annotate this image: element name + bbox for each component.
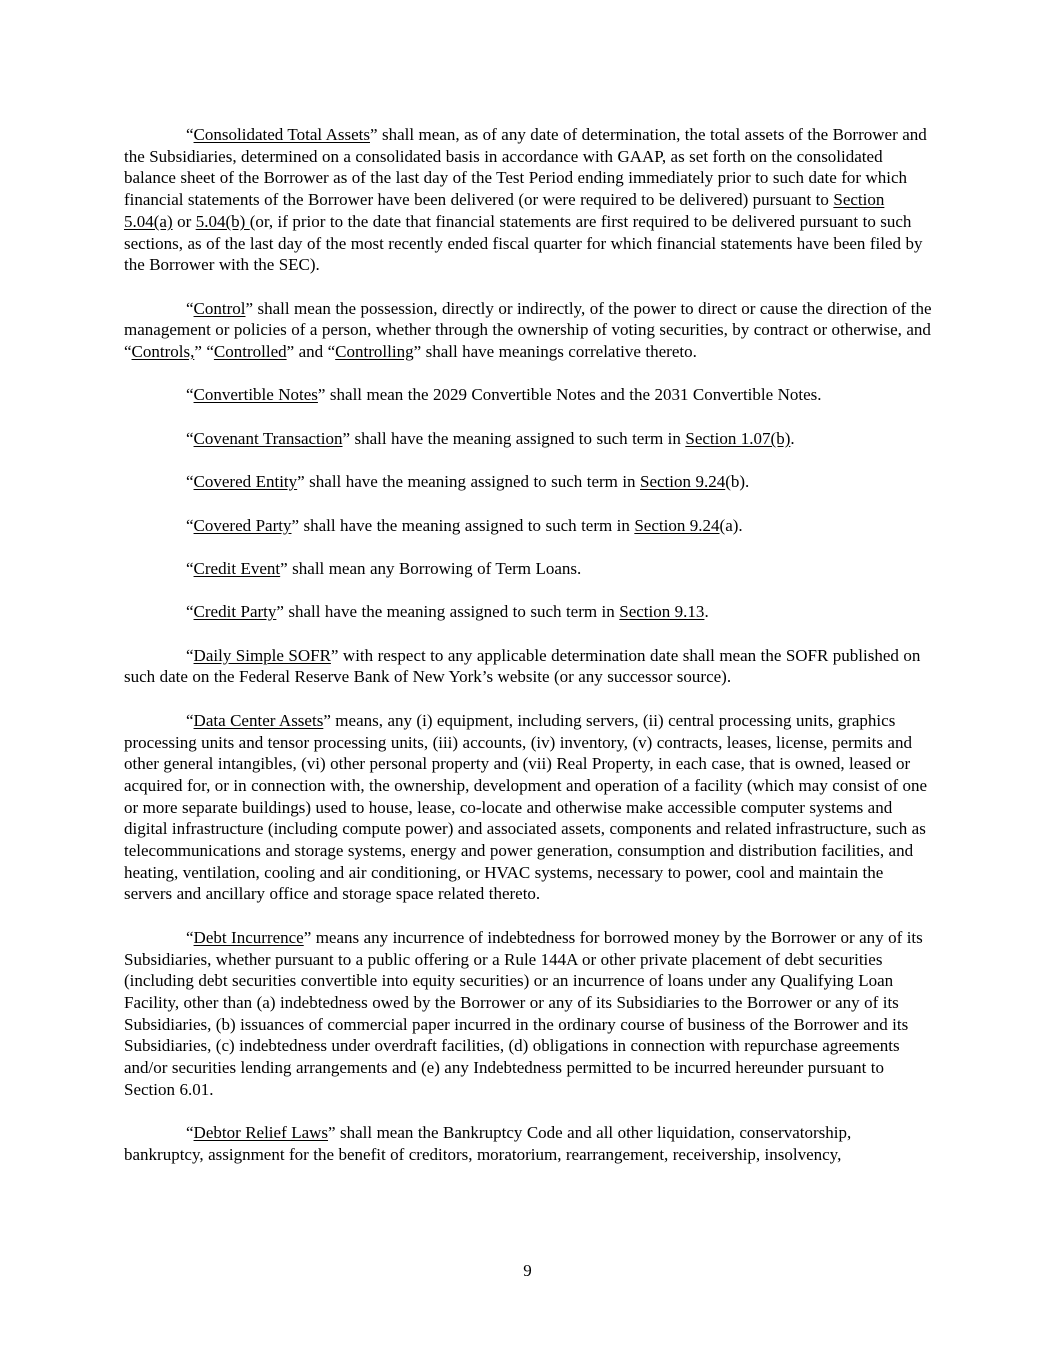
text-run: “ [186,927,194,947]
defined-term-underlined: Data Center Assets [193,710,324,730]
defined-term-underlined: Debt Incurrence [193,927,304,947]
text-run: ” shall have meanings correlative thereto. [413,342,697,362]
text-run: ” shall mean any Borrowing of Term Loans. [280,558,582,578]
defined-term-underlined: Credit Event [193,558,281,578]
text-run: ” means any incurrence of indebtedness for borrowed money by the Borrower or any of its Subsidiaries, whether pursuant to a public offering or a Rule 144A or other private placement of debt securities (including debt securities convertible into equity securities) or an incurrence of loans under any Qualifying Loan Facility, other than (a) indebtedness owed by the Borrower or any of its Subsidiaries to the Borrower or any of its Subsidiaries, (b) issuances of commercial paper incurred in the ordinary course of business of the Borrower and its Subsidiaries, (c) indebtedness under overdraft facilities, (d) obligations in connection with repurchase agreements and/or securities lending arrangements and (e) any Indebtedness permitted to be incurred hereunder pursuant to Section 6.01. [124,927,923,1099]
defined-term-underlined: Section 9.24 [640,472,726,492]
text-run: ” shall mean, as of any date of determination, the total assets of the Borrower and the Subsidiaries, determined on a consolidated basis in accordance with GAAP, as set forth on the consolidated balance sheet of the Borrower as of the last day of the Test Period ending immediately prior to such date for which financial statements of the Borrower have been delivered (or were required to be delivered) pursuant to [124,125,927,210]
paragraph [124,471,932,493]
paragraph [124,428,932,450]
paragraph [124,384,932,406]
text-run: “ [186,125,194,144]
page-number: 9 [523,1261,532,1280]
defined-term-underlined: Section 9.24 [634,515,720,535]
defined-term-underlined: Controlling [335,342,414,362]
text-run: “ [186,645,194,665]
text-run: “ [186,710,194,730]
text-run: “ [186,602,194,622]
text-run: (a). [719,515,743,535]
defined-term-underlined: Section 5.04(a) [124,190,885,231]
text-run: . [790,428,795,448]
text-run: ” “ [194,342,214,362]
paragraph [124,1122,932,1165]
defined-term-underlined: Section 9.13 [619,602,705,622]
text-run: ” means, any (i) equipment, including servers, (ii) central processing units, graphics processing units and tensor processing units, (iii) accounts, (iv) inventory, (v) contracts, leases, license, permits and other general intangibles, (vi) other personal property and (vii) Real Property, in each case, that is owned, leased or acquired for, or in connection with, the ownership, development and operation of a facility (which may consist of one or more separate buildings) used to house, lease, co-locate and otherwise make accessible computer systems and digital infrastructure (including compute power) and associated assets, components and related infrastructure, such as telecommunications and storage systems, energy and power generation, consumption and distribution facilities, and heating, ventilation, cooling and air conditioning, or HVAC systems, necessary to power, cool and maintain the servers and ancillary office and storage space related thereto. [124,710,928,904]
text-run: ” and “ [286,342,336,362]
text-run: “ [186,298,194,318]
text-run: ” shall have the meaning assigned to such term in [291,515,635,535]
paragraph [124,124,932,276]
defined-term-underlined: Section 1.07(b) [685,428,791,448]
text-run: “ [186,1123,194,1143]
text-run: ” shall mean the Bankruptcy Code and all other liquidation, conservatorship, bankruptcy, assignment for the benefit of creditors, moratorium, rearrangement, receivership, insolvency, [124,1123,852,1164]
defined-term-underlined: Controlled [213,342,287,362]
paragraph [124,927,932,1101]
text-run: (or, if prior to the date that financial statements are first required to be delivered pursuant to such sections, as of the last day of the most recently ended fiscal quarter for which financial statements have been filed by the Borrower with the SEC). [124,211,923,275]
paragraph [124,645,932,688]
text-run: . [704,602,709,622]
defined-term-underlined: Convertible Notes [193,385,318,405]
defined-term-underlined: Consolidated Total Assets [193,125,370,144]
defined-term-underlined: Daily Simple SOFR [193,645,331,665]
text-run: “ [186,515,194,535]
paragraph [124,298,932,363]
defined-term-underlined: Covered Entity [193,472,298,492]
text-run: “ [186,428,194,448]
defined-term-underlined: Control [193,298,246,318]
text-run: ” shall have the meaning assigned to such term in [342,428,686,448]
text-run: “ [186,558,194,578]
text-run: or [172,211,196,231]
paragraph [124,601,932,623]
text-run: ” shall mean the 2029 Convertible Notes and the 2031 Convertible Notes. [317,385,822,405]
paragraph [124,710,932,905]
text-run: ” shall have the meaning assigned to such term in [297,472,641,492]
text-run: “ [186,385,194,405]
paragraph [124,515,932,537]
document-body [124,124,932,1187]
defined-term-underlined: Debtor Relief Laws [193,1123,329,1143]
text-run: ” shall mean the possession, directly or indirectly, of the power to direct or cause the direction of the management or policies of a person, whether through the ownership of voting securities, by contract or otherwise, and “ [124,298,932,362]
text-run: “ [186,472,194,492]
defined-term-underlined: Credit Party [193,602,277,622]
text-run: (b). [725,472,750,492]
defined-term-underlined: Controls, [131,342,195,362]
defined-term-underlined: Covered Party [193,515,292,535]
defined-term-underlined: 5.04(b) [195,211,250,231]
text-run: ” shall have the meaning assigned to such term in [276,602,620,622]
defined-term-underlined: Covenant Transaction [193,428,343,448]
text-run: ” with respect to any applicable determination date shall mean the SOFR published on such date on the Federal Reserve Bank of New York’s website (or any successor source). [124,645,921,687]
paragraph [124,558,932,580]
